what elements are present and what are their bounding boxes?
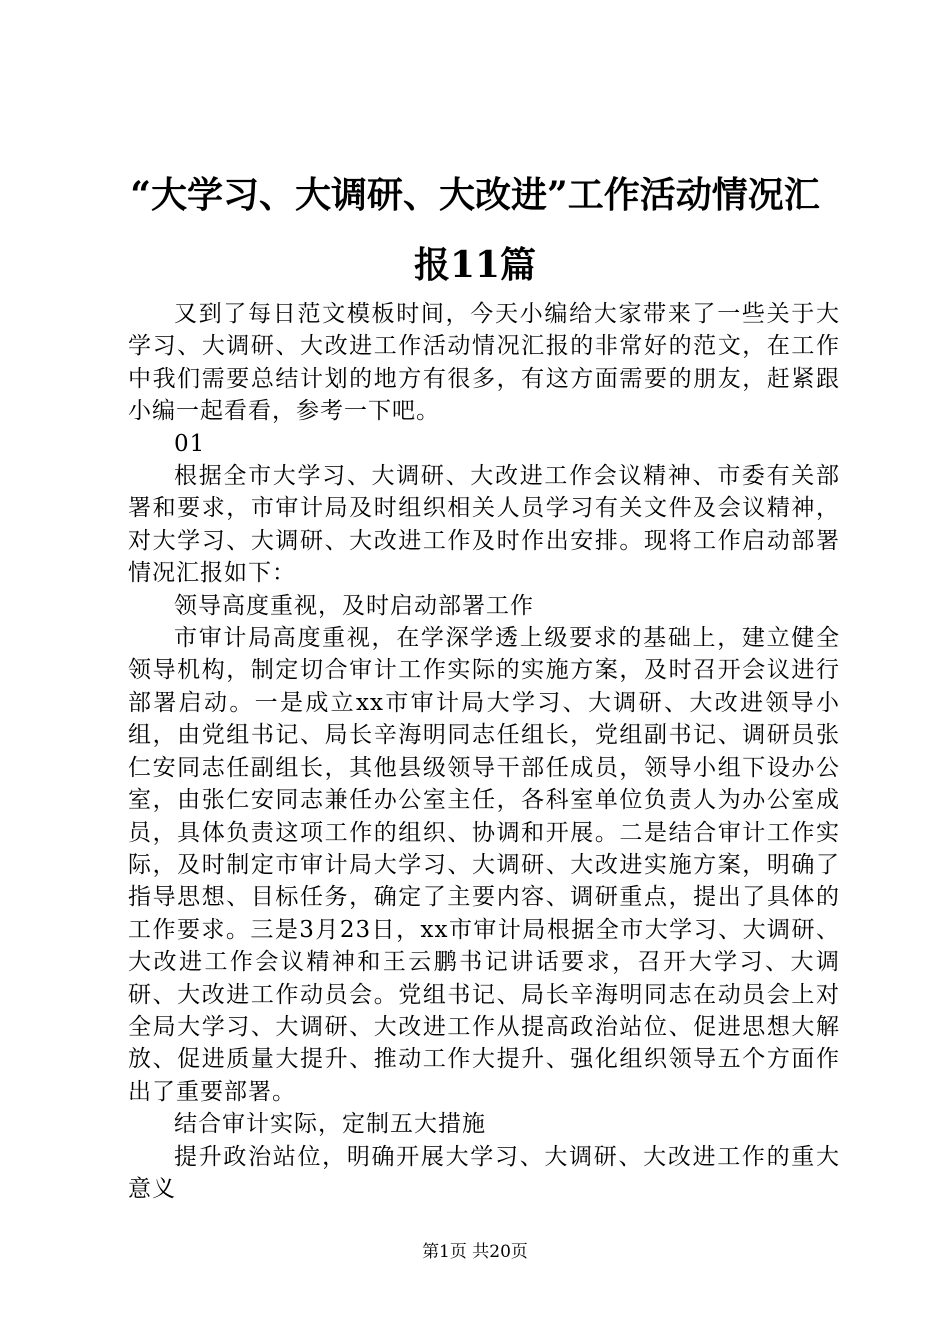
paragraph-intro: 又到了每日范文模板时间，今天小编给大家带来了一些关于大学习、大调研、大改进工作活动情况汇报的非常好的范文，在工作中我们需要总结计划的地方有很多，有这方面需要的朋友，赶紧跟小编一起看看，参考一下吧。 [128,301,840,425]
heading-leadership: 领导高度重视，及时启动部署工作 [174,592,534,619]
page-footer: 第1页 共20页 [422,1242,528,1262]
paragraph-leadership: 市审计局高度重视，在学深学透上级要求的基础上，建立健全领导机构，制定切合审计工作实际的实施方案，及时召开会议进行部署启动。一是成立xx市审计局大学习、大调研、大改进领导小组，由党组书记、局长辛海明同志任组长，党组副书记、调研员张仁安同志任副组长，其他县级领导干部任成员，领导小组下设办公室，由张仁安同志兼任办公室主任，各科室单位负责人为办公室成员，具体负责这项工作的组织、协调和开展。二是结合审计工作实际，及时制定市审计局大学习、大调研、大改进实施方案，明确了指导思想、目标任务，确定了主要内容、调研重点，提出了具体的工作要求。三是3月23日，xx市审计局根据全市大学习、大调研、大改进工作会议精神和王云鹏书记讲话要求，召开大学习、大调研、大改进工作动员会。党组书记、局长辛海明同志在动员会上对全局大学习、大调研、大改进工作从提高政治站位、促进思想大解放、促进质量大提升、推动工作大提升、强化组织领导五个方面作出了重要部署。 [128,625,840,1105]
document-title: “大学习、大调研、大改进”工作活动情况汇报11篇 [130,174,820,286]
heading-measures: 结合审计实际，定制五大措施 [174,1111,486,1138]
paragraph-political-stance: 提升政治站位，明确开展大学习、大调研、大改进工作的重大意义 [128,1143,840,1202]
document-body [128,298,840,1205]
section-number: 01 [174,430,206,457]
paragraph-background: 根据全市大学习、大调研、大改进工作会议精神、市委有关部署和要求，市审计局及时组织相关人员学习有关文件及会议精神，对大学习、大调研、大改进工作及时作出安排。现将工作启动部署情况汇报如下： [128,463,840,587]
